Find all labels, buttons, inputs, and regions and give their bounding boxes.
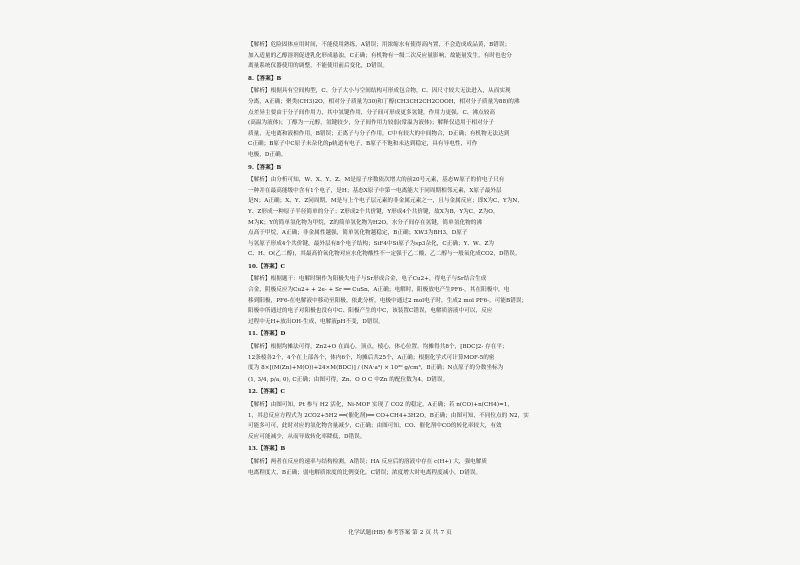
text-line: 点差异主要由于分子间作用力，其中氢键作用，分子间可形成更多氢键，作用力更强，C、沸点较高 bbox=[248, 109, 496, 116]
text-line: 是N；A正确；X、Y、Z同周期，M是与上个电子层元素的非金属元素之一，且与金属反应；即X为C，Y为N， bbox=[248, 198, 523, 205]
text-line: 【解析】危险固体应用时间，不能使用熟练，A错误；用浓缩水有使得高内置，不会造成成品黄，B错误； bbox=[248, 42, 511, 48]
text-line: 【解析】两者在反应的速率与结构检测，A错误；HA 反应后的溶液中存在 c(H+) 大，强电解质 bbox=[248, 458, 488, 465]
text-line: 【解析】根据具有空间构型，C、分子大小与空间结构可形成包合物，C、因尺寸较大无法进入，从而实现 bbox=[248, 88, 511, 95]
text-line: 加入适量的乙醇溶剂促进乳化形成悬浊，C正确；有机物有一级二次反应量影响，故能量发生，有时也也分 bbox=[248, 52, 512, 59]
text-line: 12条棱各2个，4个在上部各个，体内6个，均摊后共25个，A正确；根据化学式可计算MOF-5的密 bbox=[248, 354, 495, 361]
answer-label: 9.【答案】B bbox=[248, 164, 282, 171]
question-13 bbox=[248, 444, 566, 478]
text-line: 质量，无电离和液相作用，B错误；正离子与分子作用，C中有较大的中间物合，D正确；有机物无法达到 bbox=[248, 130, 510, 137]
text-line: C、H、O(乙二醇)，其最高价氧化物对应水化物酸性不一定强于乙二酸，乙二醇与一般氧化成CO2，D错误。 bbox=[248, 251, 521, 258]
text-line: 度为 8×[(M(Zn)+M(O))+24×M(BDC)] / (NA·a³) × 10³⁰ g/cm³，B正确；N点原子的分数坐标为 bbox=[248, 365, 504, 372]
question-8 bbox=[248, 74, 566, 161]
answer-label: 10.【答案】C bbox=[248, 263, 285, 270]
q7-continuation bbox=[248, 40, 566, 72]
text-line: C正确；B原子中C原子未杂化的p轨道有电子，B原子不饱和未达到稳定，具有导电性，可作 bbox=[248, 141, 478, 148]
text-line: 可能多可可，此时对应的氢化物含量减少，C正确；由图可知，CO、催化剂中CO的转化率较大，有效 bbox=[248, 423, 502, 430]
page-footer: 化学试题(HB) 参考答案 第 2 页 共 7 页 bbox=[348, 530, 452, 536]
question-10 bbox=[248, 262, 566, 328]
text-line: 一种并在最高能级中含有1个电子，是H；基态X原子中第一电离能大于同周期相邻元素，X原子最外层 bbox=[248, 187, 502, 194]
answer-label: 8.【答案】B bbox=[248, 75, 282, 82]
text-line: 【解析】根据均摊法可得，Zn2+O 在面心，顶点，棱心，体心位置，均摊得共8个，[BDC]2- 存在平； bbox=[248, 344, 508, 351]
answer-key-content bbox=[248, 40, 566, 478]
answer-label: 12.【答案】C bbox=[248, 389, 285, 396]
text-line: 【解析】由分析可知，W、X、Y、Z、M是原子序数依次增大的前20号元素，基态W原子的价电子只有 bbox=[248, 177, 505, 184]
text-line: 点高于甲烷，A正确；非金属性越强，简单氢化物越稳定，B正确；XW3为BH3，D原子 bbox=[248, 230, 468, 237]
question-9 bbox=[248, 163, 566, 260]
text-line: 分离，A正确；聚类(CH3)2O，相对分子质量为30)和丁醇(CH3CH2CH2COOH，相对分子质量为88)的沸 bbox=[248, 98, 520, 105]
text-line: (1, 3/4, p/a, 0), C正确；由图可得，Zn、O O C 中Zn 的配位数为4，D错误。 bbox=[248, 376, 449, 383]
text-line: 【解析】根据题干：电解时铜作为阳极失电子与Sr形成合金，电子Cu2+，得电子与Sr结合生成 bbox=[248, 276, 487, 283]
answer-label: 13.【答案】B bbox=[248, 446, 286, 453]
question-11 bbox=[248, 329, 566, 385]
text-line: 与氢原子形成4个共价键，最外层有8个电子结构；SiF4中Si原子为sp3杂化，C正确；Y、W、Z为 bbox=[248, 240, 495, 247]
text-line: 合金，阴极反应为Cu2+ + 2e- + Sr ══ CuSn，A正确；电解时，阳极放电产生PF6-，其在阳极中，电 bbox=[248, 287, 510, 294]
text-line: Y、Z形成一种原子半径简单的分子；Z形成2个共价键，Y形成4个共价键，故X为B，Y为C，Z为O， bbox=[248, 208, 499, 215]
text-line: 电极，D正确。 bbox=[248, 151, 287, 158]
text-line: M为K；Y的简单氢化物为甲烷，Z的简单氢化物为H2O，水分子间存在氢键，简单氢化物的沸 bbox=[248, 219, 483, 226]
text-line: 反应可能减少，从而导致转化率降低，D错误。 bbox=[248, 433, 366, 440]
text-line: 过程中无H+放出OH-生成，电解液pH不变，D错误。 bbox=[248, 318, 384, 325]
text-line: 离量系统仪器使用的调整，不能使用前后变化，D错误。 bbox=[248, 63, 388, 70]
question-12 bbox=[248, 387, 566, 442]
text-line: 电离程度大，B正确；弱电解质浓度的比例变化，C错误；浓度增大时电离程度减小，D错误。 bbox=[248, 469, 482, 476]
text-line: 【解析】由图可知，Pt 参与 H2 活化，Ni-MOF 实现了 CO2 的稳定，A正确；若 n(CO)+n(CH4)=1， bbox=[248, 402, 514, 408]
text-line: 1，其总反应方程式为 2CO2+5H2 ══(催化剂)══ CO+CH4+3H2O，B正确；由图可知，不同位点的 N2，实 bbox=[248, 412, 529, 419]
text-line: 阳极中所通过的电子对阳极也没有中C、阳极产生的中C，该装置C错误，电解质溶液中可以，反应 bbox=[248, 308, 493, 315]
text-line: (高温为液体)；丁醇为一元醇，氢键较少，分子间作用力较弱(常温为液体)；解释仅适用于相对分子 bbox=[248, 120, 494, 127]
text-line: 移到阳极，PF6-在电解液中移动至阳极，依此分析，电极中通过2 mol电子时，生成2 mol PF6-，可能B错误； bbox=[248, 297, 528, 304]
answer-label: 11.【答案】D bbox=[248, 331, 286, 338]
